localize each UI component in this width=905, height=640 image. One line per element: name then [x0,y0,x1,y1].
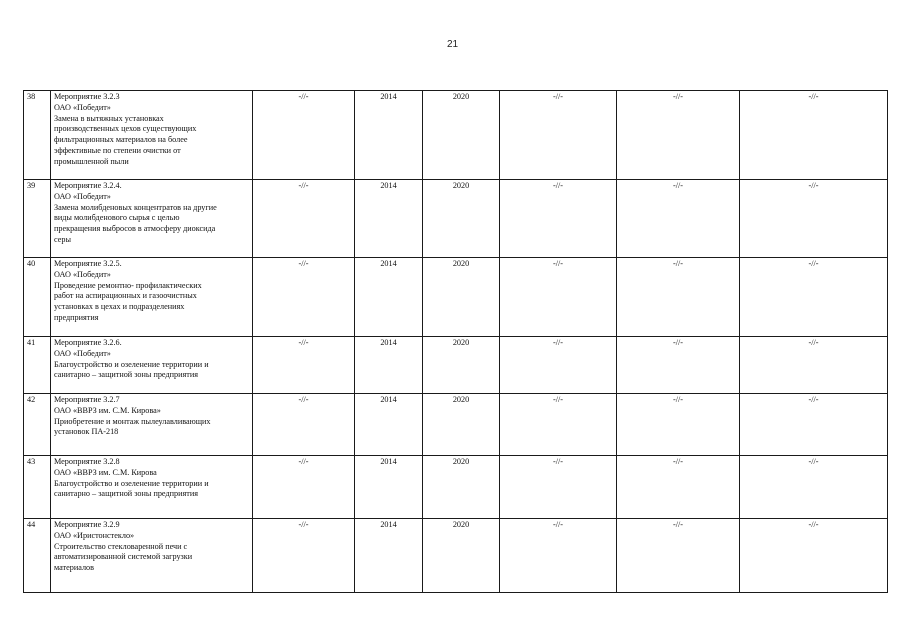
end-year-cell: 2020 [423,258,500,337]
amount-cell: -//- [617,258,740,337]
organization-name: ОАО «Победит» [54,269,111,279]
amount-cell: -//- [617,456,740,519]
funding-source-cell: -//- [500,519,617,593]
measure-text-line: Благоустройство и озеленение территории и [54,359,209,369]
row-number: 43 [24,456,51,519]
measure-text-line: фильтрационных материалов на более [54,135,188,145]
measure-description-cell [51,258,253,337]
measure-text-line: виды молибденового сырья с целью [54,213,180,223]
table-row [24,258,888,337]
funding-source-cell: -//- [500,394,617,456]
measure-text-line: материалов [54,563,94,573]
organization-name: ОАО «ВВРЗ им. С.М. Кирова» [54,405,161,415]
row-number: 38 [24,91,51,180]
executor-cell: -//- [253,91,355,180]
measure-text-line: Замена в вытяжных установках [54,113,164,123]
executor-cell: -//- [253,180,355,258]
start-year-cell: 2014 [355,258,423,337]
funding-source-cell: -//- [500,337,617,394]
start-year-cell: 2014 [355,456,423,519]
row-number: 39 [24,180,51,258]
start-year-cell: 2014 [355,519,423,593]
executor-cell: -//- [253,456,355,519]
organization-name: ОАО «ВВРЗ им. С.М. Кирова [54,467,157,477]
measure-text-line: серы [54,234,71,244]
amount-cell: -//- [617,337,740,394]
measure-title: Мероприятие 3.2.6. [54,338,122,347]
row-number: 42 [24,394,51,456]
measure-description-cell [51,91,253,180]
table-row [24,519,888,593]
measure-text-line: установок ПА-218 [54,427,119,437]
funding-source-cell: -//- [500,258,617,337]
result-cell: -//- [740,337,888,394]
start-year-cell: 2014 [355,180,423,258]
measure-title: Мероприятие 3.2.7 [54,395,120,404]
start-year-cell: 2014 [355,91,423,180]
end-year-cell: 2020 [423,91,500,180]
organization-name: ОАО «Победит» [54,102,111,112]
result-cell: -//- [740,180,888,258]
end-year-cell: 2020 [423,456,500,519]
amount-cell: -//- [617,91,740,180]
end-year-cell: 2020 [423,394,500,456]
executor-cell: -//- [253,258,355,337]
measure-description-cell [51,394,253,456]
measure-description-cell [51,180,253,258]
end-year-cell: 2020 [423,519,500,593]
executor-cell: -//- [253,519,355,593]
row-number: 44 [24,519,51,593]
amount-cell: -//- [617,180,740,258]
executor-cell: -//- [253,337,355,394]
result-cell: -//- [740,456,888,519]
result-cell: -//- [740,519,888,593]
executor-cell: -//- [253,394,355,456]
measure-text-line: предприятия [54,312,99,322]
end-year-cell: 2020 [423,180,500,258]
measure-text-line: Замена молибденовых концентратов на другие [54,202,217,212]
end-year-cell: 2020 [423,337,500,394]
measure-title: Мероприятие 3.2.3 [54,92,120,101]
row-number: 41 [24,337,51,394]
measure-description-cell [51,519,253,593]
start-year-cell: 2014 [355,394,423,456]
result-cell: -//- [740,258,888,337]
measure-text-line: прекращения выбросов в атмосферу диоксида [54,224,216,234]
table-row [24,337,888,394]
measure-text-line: автоматизированной системой загрузки [54,552,193,562]
measure-description-cell [51,337,253,394]
start-year-cell: 2014 [355,337,423,394]
amount-cell: -//- [617,519,740,593]
measure-text-line: установках в цехах и подразделениях [54,302,185,312]
measure-title: Мероприятие 3.2.5. [54,259,122,268]
measure-text-line: Благоустройство и озеленение территории и [54,478,209,488]
measure-text-line: санитарно – защитной зоны предприятия [54,489,198,499]
funding-source-cell: -//- [500,91,617,180]
result-cell: -//- [740,394,888,456]
measure-text-line: производственных цехов существующих [54,124,197,134]
measure-text-line: эффективные по степени очистки от [54,145,181,155]
measure-title: Мероприятие 3.2.9 [54,520,120,529]
funding-source-cell: -//- [500,456,617,519]
measure-title: Мероприятие 3.2.4. [54,181,122,190]
measure-text-line: работ на аспирационных и газоочистных [54,291,197,301]
measure-title: Мероприятие 3.2.8 [54,457,120,466]
organization-name: ОАО «Победит» [54,348,111,358]
result-cell: -//- [740,91,888,180]
table-row [24,456,888,519]
amount-cell: -//- [617,394,740,456]
funding-source-cell: -//- [500,180,617,258]
measure-text-line: санитарно – защитной зоны предприятия [54,370,198,380]
measure-text-line: промышленной пыли [54,156,129,166]
organization-name: ОАО «Иристонстекло» [54,530,135,540]
measure-text-line: Строительство стекловаренной печи с [54,541,188,551]
measure-text-line: Приобретение и монтаж пылеулавливающих [54,416,211,426]
measure-text-line: Проведение ремонтно- профилактических [54,280,202,290]
table-row [24,180,888,258]
table-row [24,91,888,180]
organization-name: ОАО «Победит» [54,191,111,201]
table-row [24,394,888,456]
page-number: 21 [446,39,459,50]
measure-description-cell [51,456,253,519]
row-number: 40 [24,258,51,337]
measures-table [23,90,888,593]
